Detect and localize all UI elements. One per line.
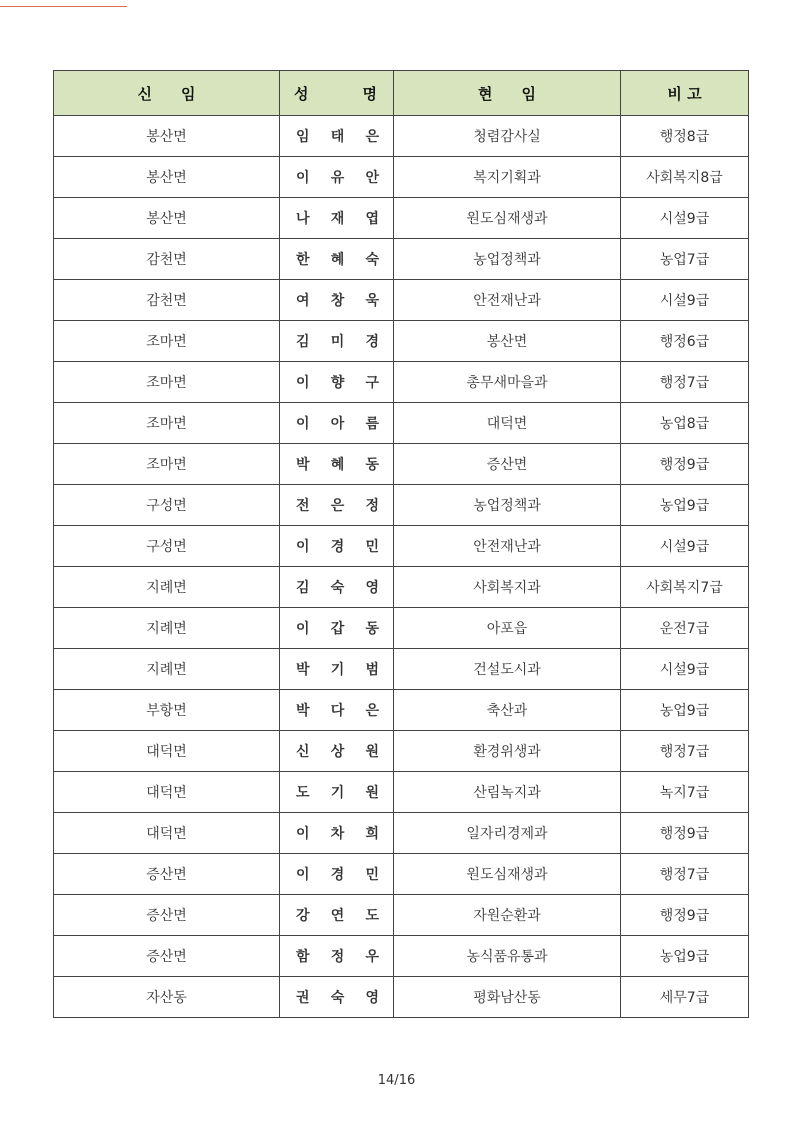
name-cell xyxy=(280,485,394,526)
name-syllable: 구 xyxy=(365,375,379,391)
new-post-cell: 구성면 xyxy=(54,526,280,567)
name-cell xyxy=(280,649,394,690)
note-cell: 행정9급 xyxy=(621,444,749,485)
name-syllable: 정 xyxy=(330,949,345,965)
name-syllable: 숙 xyxy=(365,252,379,268)
name-syllable: 욱 xyxy=(365,293,379,309)
new-post-cell: 감천면 xyxy=(54,239,280,280)
current-post-cell: 자원순환과 xyxy=(394,895,621,936)
current-post-cell: 봉산면 xyxy=(394,321,621,362)
name-syllable: 이 xyxy=(296,416,310,432)
table-row xyxy=(54,485,749,526)
table-row xyxy=(54,280,749,321)
name-cell xyxy=(280,444,394,485)
new-post-cell: 봉산면 xyxy=(54,157,280,198)
name-syllable: 차 xyxy=(330,826,345,842)
table-row xyxy=(54,731,749,772)
name-syllable: 신 xyxy=(296,744,310,760)
note-cell: 운전7급 xyxy=(621,608,749,649)
new-post-cell: 증산면 xyxy=(54,895,280,936)
name-syllable: 상 xyxy=(330,744,345,760)
name-syllable: 유 xyxy=(330,170,345,186)
note-cell: 시설9급 xyxy=(621,280,749,321)
name-syllable: 이 xyxy=(296,539,310,555)
name-syllable: 정 xyxy=(365,498,379,514)
note-cell: 행정7급 xyxy=(621,362,749,403)
table-row xyxy=(54,813,749,854)
name-syllable: 박 xyxy=(296,703,310,719)
name-syllable: 영 xyxy=(365,580,379,596)
table-row xyxy=(54,936,749,977)
name-syllable: 재 xyxy=(330,211,345,227)
new-post-cell: 구성면 xyxy=(54,485,280,526)
new-post-cell: 대덕면 xyxy=(54,731,280,772)
new-post-cell: 대덕면 xyxy=(54,813,280,854)
table-row xyxy=(54,649,749,690)
table-row xyxy=(54,608,749,649)
name-syllable: 함 xyxy=(296,949,310,965)
name-cell xyxy=(280,526,394,567)
new-post-cell: 봉산면 xyxy=(54,116,280,157)
name-cell xyxy=(280,813,394,854)
name-syllable: 희 xyxy=(365,826,379,842)
note-cell: 농업9급 xyxy=(621,936,749,977)
name-syllable: 원 xyxy=(365,744,379,760)
name-cell xyxy=(280,977,394,1018)
name-syllable: 름 xyxy=(365,416,379,432)
name-syllable: 아 xyxy=(330,416,345,432)
note-cell: 세무7급 xyxy=(621,977,749,1018)
table-row xyxy=(54,362,749,403)
name-syllable: 범 xyxy=(365,662,379,678)
new-post-cell: 봉산면 xyxy=(54,198,280,239)
name-syllable: 은 xyxy=(330,498,345,514)
new-post-cell: 지례면 xyxy=(54,608,280,649)
table-header-row xyxy=(54,71,749,116)
note-cell: 농업8급 xyxy=(621,403,749,444)
note-cell: 농업9급 xyxy=(621,485,749,526)
name-syllable: 은 xyxy=(365,129,379,145)
note-cell: 농업9급 xyxy=(621,690,749,731)
name-syllable: 김 xyxy=(296,580,310,596)
table-row xyxy=(54,116,749,157)
new-post-cell: 조마면 xyxy=(54,403,280,444)
name-syllable: 원 xyxy=(365,785,379,801)
name-syllable: 기 xyxy=(330,662,345,678)
name-cell xyxy=(280,895,394,936)
table-row xyxy=(54,977,749,1018)
table-row xyxy=(54,321,749,362)
current-post-cell: 원도심재생과 xyxy=(394,854,621,895)
name-syllable: 박 xyxy=(296,457,310,473)
name-syllable: 김 xyxy=(296,334,310,350)
note-cell: 사회복지7급 xyxy=(621,567,749,608)
note-cell: 시설9급 xyxy=(621,526,749,567)
current-post-cell: 원도심재생과 xyxy=(394,198,621,239)
new-post-cell: 자산동 xyxy=(54,977,280,1018)
name-cell xyxy=(280,731,394,772)
name-cell xyxy=(280,198,394,239)
table-row xyxy=(54,772,749,813)
name-syllable: 임 xyxy=(296,129,310,145)
name-cell xyxy=(280,362,394,403)
new-post-cell: 지례면 xyxy=(54,649,280,690)
current-post-cell: 축산과 xyxy=(394,690,621,731)
table-row xyxy=(54,198,749,239)
page-number: 14/16 xyxy=(377,1073,416,1088)
current-post-cell: 농업정책과 xyxy=(394,485,621,526)
current-post-cell: 농업정책과 xyxy=(394,239,621,280)
current-post-cell: 아포읍 xyxy=(394,608,621,649)
name-syllable: 동 xyxy=(365,621,379,637)
name-syllable: 태 xyxy=(330,129,345,145)
current-post-cell: 환경위생과 xyxy=(394,731,621,772)
note-cell: 시설9급 xyxy=(621,649,749,690)
name-cell xyxy=(280,280,394,321)
table-row xyxy=(54,567,749,608)
name-cell xyxy=(280,936,394,977)
name-cell xyxy=(280,608,394,649)
note-cell: 행정6급 xyxy=(621,321,749,362)
table-body xyxy=(54,116,749,1018)
name-syllable: 우 xyxy=(365,949,379,965)
name-syllable: 박 xyxy=(296,662,310,678)
table-row xyxy=(54,157,749,198)
note-cell: 행정9급 xyxy=(621,895,749,936)
name-syllable: 도 xyxy=(365,908,379,924)
table-row xyxy=(54,403,749,444)
name-cell xyxy=(280,567,394,608)
name-cell xyxy=(280,116,394,157)
name-syllable: 안 xyxy=(365,170,379,186)
header-current-post: 현 임 xyxy=(394,71,621,116)
current-post-cell: 대덕면 xyxy=(394,403,621,444)
name-syllable: 숙 xyxy=(330,580,345,596)
header-note: 비 고 xyxy=(621,71,749,116)
note-cell: 행정9급 xyxy=(621,813,749,854)
name-syllable: 이 xyxy=(296,867,310,883)
table-row xyxy=(54,690,749,731)
current-post-cell: 복지기획과 xyxy=(394,157,621,198)
name-syllable: 여 xyxy=(296,293,310,309)
note-cell: 녹지7급 xyxy=(621,772,749,813)
name-syllable: 갑 xyxy=(330,621,345,637)
new-post-cell: 지례면 xyxy=(54,567,280,608)
table-row xyxy=(54,526,749,567)
name-syllable: 연 xyxy=(330,908,345,924)
name-syllable: 미 xyxy=(330,334,345,350)
name-cell xyxy=(280,403,394,444)
name-syllable: 민 xyxy=(365,539,379,555)
current-post-cell: 안전재난과 xyxy=(394,526,621,567)
name-syllable: 도 xyxy=(296,785,310,801)
name-syllable: 숙 xyxy=(330,990,345,1006)
table-row xyxy=(54,239,749,280)
name-syllable: 동 xyxy=(365,457,379,473)
table-row xyxy=(54,895,749,936)
header-new-post: 신 임 xyxy=(54,71,280,116)
new-post-cell: 증산면 xyxy=(54,854,280,895)
new-post-cell: 조마면 xyxy=(54,444,280,485)
name-cell xyxy=(280,157,394,198)
name-cell xyxy=(280,321,394,362)
current-post-cell: 안전재난과 xyxy=(394,280,621,321)
new-post-cell: 부항면 xyxy=(54,690,280,731)
name-syllable: 이 xyxy=(296,826,310,842)
note-cell: 사회복지8급 xyxy=(621,157,749,198)
name-syllable: 이 xyxy=(296,170,310,186)
new-post-cell: 조마면 xyxy=(54,362,280,403)
top-divider-line xyxy=(0,6,127,7)
name-syllable: 은 xyxy=(365,703,379,719)
name-syllable: 혜 xyxy=(330,457,345,473)
table-row xyxy=(54,854,749,895)
name-syllable: 엽 xyxy=(365,211,379,227)
name-syllable: 한 xyxy=(296,252,310,268)
name-syllable: 강 xyxy=(296,908,310,924)
new-post-cell: 증산면 xyxy=(54,936,280,977)
current-post-cell: 청렴감사실 xyxy=(394,116,621,157)
new-post-cell: 감천면 xyxy=(54,280,280,321)
header-name: 성 명 xyxy=(280,71,394,116)
new-post-cell: 조마면 xyxy=(54,321,280,362)
name-cell xyxy=(280,854,394,895)
name-syllable: 경 xyxy=(365,334,379,350)
current-post-cell: 증산면 xyxy=(394,444,621,485)
current-post-cell: 총무새마을과 xyxy=(394,362,621,403)
personnel-table xyxy=(53,70,749,1018)
current-post-cell: 일자리경제과 xyxy=(394,813,621,854)
name-syllable: 창 xyxy=(330,293,345,309)
table-row xyxy=(54,444,749,485)
name-syllable: 향 xyxy=(330,375,345,391)
current-post-cell: 평화남산동 xyxy=(394,977,621,1018)
name-syllable: 영 xyxy=(365,990,379,1006)
name-cell xyxy=(280,772,394,813)
name-cell xyxy=(280,690,394,731)
note-cell: 행정7급 xyxy=(621,731,749,772)
current-post-cell: 산림녹지과 xyxy=(394,772,621,813)
name-syllable: 기 xyxy=(330,785,345,801)
name-syllable: 다 xyxy=(330,703,345,719)
name-syllable: 나 xyxy=(296,211,310,227)
note-cell: 행정8급 xyxy=(621,116,749,157)
name-cell xyxy=(280,239,394,280)
name-syllable: 권 xyxy=(296,990,310,1006)
new-post-cell: 대덕면 xyxy=(54,772,280,813)
current-post-cell: 농식품유통과 xyxy=(394,936,621,977)
note-cell: 농업7급 xyxy=(621,239,749,280)
current-post-cell: 사회복지과 xyxy=(394,567,621,608)
name-syllable: 이 xyxy=(296,621,310,637)
note-cell: 행정7급 xyxy=(621,854,749,895)
name-syllable: 전 xyxy=(296,498,310,514)
current-post-cell: 건설도시과 xyxy=(394,649,621,690)
name-syllable: 이 xyxy=(296,375,310,391)
name-syllable: 경 xyxy=(330,539,345,555)
name-syllable: 민 xyxy=(365,867,379,883)
name-syllable: 경 xyxy=(330,867,345,883)
note-cell: 시설9급 xyxy=(621,198,749,239)
name-syllable: 혜 xyxy=(330,252,345,268)
